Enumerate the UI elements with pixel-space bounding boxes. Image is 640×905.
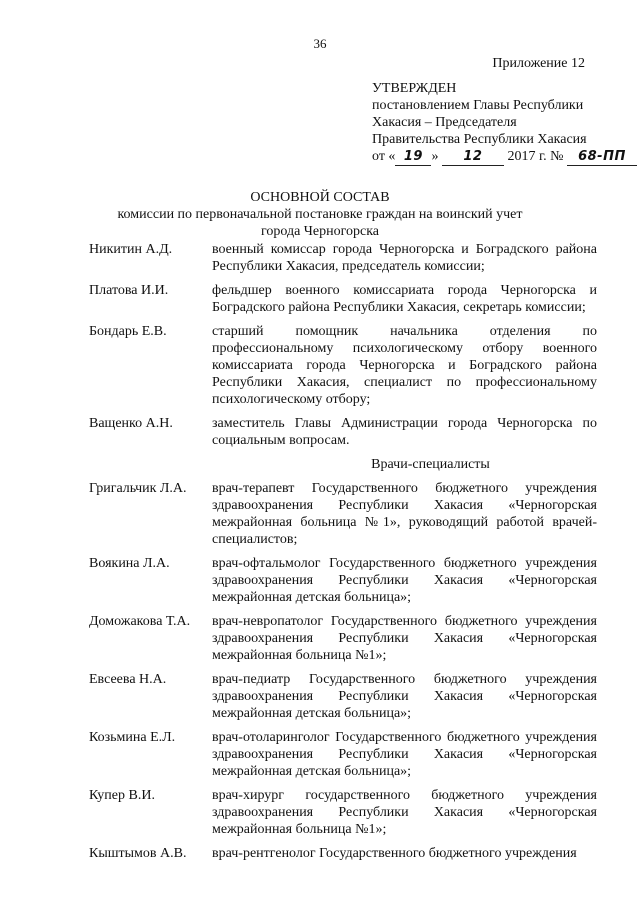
member-row: [89, 323, 597, 408]
doctor-row: [89, 729, 597, 780]
member-row: [89, 415, 597, 449]
member-name: Платова И.И.: [89, 283, 169, 298]
doctor-row: [89, 555, 597, 606]
doctor-name: Доможакова Т.А.: [89, 614, 191, 629]
doctor-name: Евсеева Н.А.: [89, 672, 167, 687]
approval-heading: УТВЕРЖДЕН: [372, 81, 457, 96]
date-year: 2017 г. №: [507, 149, 564, 164]
doctor-role: врач-педиатр Государственного бюджетного учреждения здравоохранения Республики Хакасия «Черногорская межрайонная детская больница»;: [212, 672, 597, 721]
date-month-handwritten: 12: [442, 148, 504, 166]
member-name: Ващенко А.Н.: [89, 416, 173, 431]
member-role: заместитель Главы Администрации города Черногорска по социальным вопросам.: [212, 416, 597, 448]
appendix-label: Приложение 12: [492, 56, 585, 71]
doctor-name: Григальчик Л.А.: [89, 481, 187, 496]
doctor-role: врач-хирург государственного бюджетного учреждения здравоохранения Республики Хакасия «Черногорская межрайонная больница №1»;: [212, 788, 597, 837]
member-row: [89, 282, 597, 316]
date-day-handwritten: 19: [395, 148, 431, 166]
date-prefix: от «: [372, 149, 396, 164]
section-heading-text: Врачи-специалисты: [371, 457, 490, 472]
doctor-name: Кыштымов А.В.: [89, 846, 187, 861]
doctor-name: Воякина Л.А.: [89, 556, 170, 571]
doctor-role: врач-невропатолог Государственного бюджетного учреждения здравоохранения Республики Хакасия «Черногорская межрайонная больница №1»;: [212, 614, 597, 663]
approval-line-1: постановлением Главы Республики: [372, 98, 584, 113]
document-title: ОСНОВНОЙ СОСТАВ: [250, 190, 390, 205]
document-subtitle-2: города Черногорска: [260, 224, 380, 239]
member-role: фельдшер военного комиссариата города Черногорска и Боградского района Республики Хакасия, секретарь комиссии;: [212, 283, 597, 315]
member-name: Бондарь Е.В.: [89, 324, 167, 339]
member-row: [89, 241, 597, 275]
doctor-row: [89, 787, 597, 838]
approval-date-line: [372, 148, 637, 166]
approval-line-3: Правительства Республики Хакасия: [372, 132, 587, 147]
approval-block: [372, 80, 637, 166]
doctor-role: врач-офтальмолог Государственного бюджетного учреждения здравоохранения Республики Хакасия «Черногорская межрайонная детская больница»;: [212, 556, 597, 605]
date-mid: »: [431, 149, 439, 164]
doctor-name: Козьмина Е.Л.: [89, 730, 176, 745]
doctor-row: [89, 480, 597, 548]
document-subtitle-1: комиссии по первоначальной постановке граждан на воинский учет: [117, 207, 523, 222]
doctor-name: Купер В.И.: [89, 788, 155, 803]
doctor-role: врач-терапевт Государственного бюджетного учреждения здравоохранения Республики Хакасия «Черногорская межрайонная больница №1», руководящий работой врачей-специалистов;: [212, 481, 597, 547]
doctor-role: врач-рентгенолог Государственного бюджетного учреждения: [212, 846, 577, 861]
commission-list: [89, 241, 597, 869]
doctor-row: [89, 845, 597, 862]
member-role: старший помощник начальника отделения по профессиональному психологическому отбору военного комиссариата города Черногорска и Боградского района Республики Хакасия, специалист по профессиональному психологическому отбору;: [212, 324, 597, 407]
section-heading: [89, 456, 597, 473]
doctor-row: [89, 671, 597, 722]
doctor-row: [89, 613, 597, 664]
member-role: военный комиссар города Черногорска и Боградского района Республики Хакасия, председатель комиссии;: [212, 242, 597, 274]
member-name: Никитин А.Д.: [89, 242, 173, 257]
doctor-role: врач-отоларинголог Государственного бюджетного учреждения здравоохранения Республики Хакасия «Черногорская межрайонная детская больница»;: [212, 730, 597, 779]
page-number: 36: [313, 36, 327, 51]
decree-number-handwritten: 68-ПП: [567, 148, 637, 166]
approval-line-2: Хакасия – Председателя: [372, 115, 517, 130]
